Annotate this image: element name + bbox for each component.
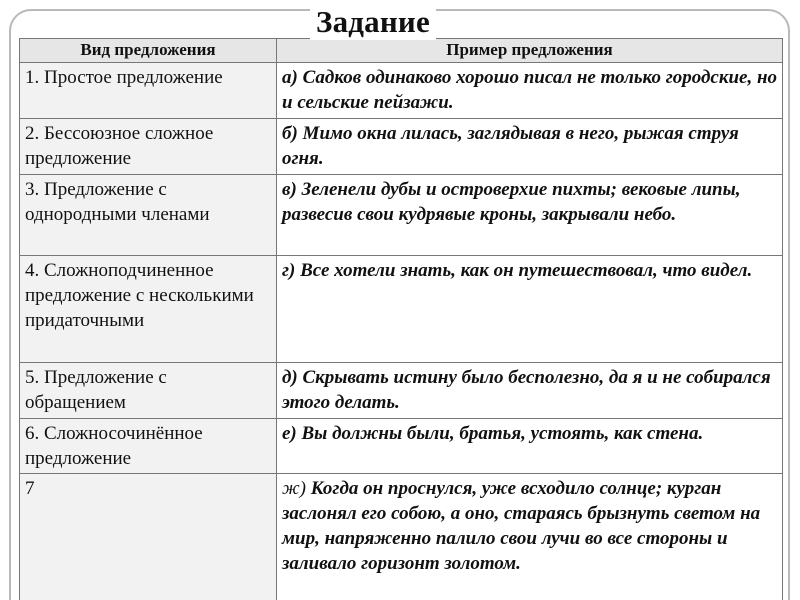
table-row [20, 119, 783, 175]
example-sentence-cell [277, 474, 783, 600]
slide-title: Задание [310, 4, 436, 40]
sentence-kind-cell: 1. Простое предложение [20, 63, 277, 119]
sentence-kind-cell: 5. Предложение с обращением [20, 363, 277, 419]
table-row [20, 256, 783, 363]
example-sentence-cell: е) Вы должны были, братья, устоять, как стена. [277, 419, 783, 474]
table-row [20, 474, 783, 600]
example-text: Когда он проснулся, уже всходило солнце; курган заслонял его собою, а оно, стараясь брызнуть светом на мир, напряженно палило свои лучи во все стороны и заливало горизонт золотом. [282, 478, 761, 574]
example-sentence-cell: д) Скрывать истину было бесполезно, да я и не собирался этого делать. [277, 363, 783, 419]
example-sentence-cell: б) Мимо окна лилась, заглядывая в него, рыжая струя огня. [277, 119, 783, 175]
table-header-row [20, 39, 783, 63]
sentence-kind-cell: 4. Сложноподчиненное предложение с несколькими придаточными [20, 256, 277, 363]
example-letter: ж) [282, 478, 307, 499]
example-sentence-cell: а) Садков одинаково хорошо писал не только городские, но и сельские пейзажи. [277, 63, 783, 119]
task-table [19, 38, 783, 600]
header-example: Пример предложения [277, 39, 783, 63]
sentence-kind-cell: 2. Бессоюзное сложное предложение [20, 119, 277, 175]
table-row [20, 363, 783, 419]
example-sentence-cell: в) Зеленели дубы и островерхие пихты; вековые липы, развесив свои кудрявые кроны, закрывали небо. [277, 175, 783, 256]
table-row [20, 63, 783, 119]
header-kind: Вид предложения [20, 39, 277, 63]
sentence-kind-cell: 3. Предложение с однородными членами [20, 175, 277, 256]
table-row [20, 419, 783, 474]
sentence-kind-cell: 7 [20, 474, 277, 600]
sentence-kind-cell: 6. Сложносочинённое предложение [20, 419, 277, 474]
example-sentence-cell: г) Все хотели знать, как он путешествовал, что видел. [277, 256, 783, 363]
table-row [20, 175, 783, 256]
